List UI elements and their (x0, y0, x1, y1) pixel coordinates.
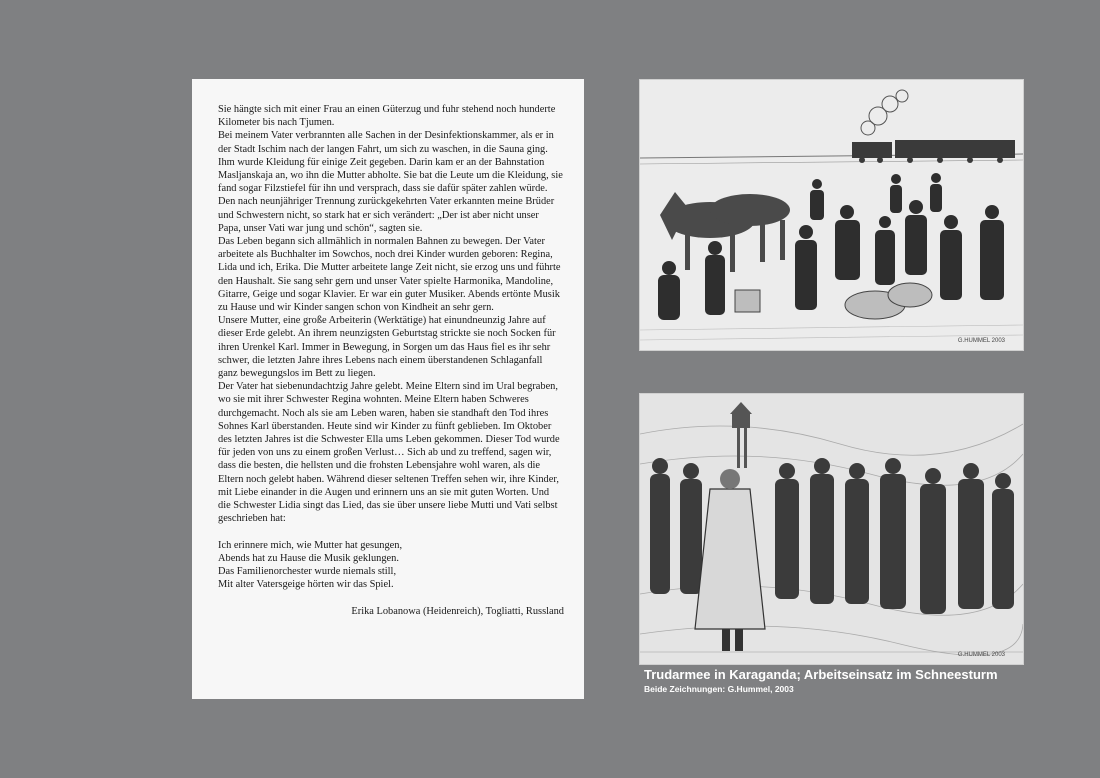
article-text (218, 103, 564, 618)
paragraph: Bei meinem Vater verbrannten alle Sachen in der Desinfektionskammer, als er in der Stadt Ischim nach der langen Fahrt, um sich zu waschen, in die Sauna ging. Ihm wurde Kleidung für einige Zeit gegeben. Darin kam er an der Bahnstation Masljanskaja an, wo ihn die Mutter abholte. Sie bat die Leute um die Kleidung, sie fand sogar Filzstiefel für ihn und versprach, dass sie dafür später zahlen würde. (218, 130, 563, 195)
drawing-signature: G.HUMMEL 2003 (957, 338, 1005, 344)
train-station-sketch (640, 80, 1023, 350)
paragraph: Das Leben begann sich allmählich in normalen Bahnen zu bewegen. Der Vater arbeitete als Buchhalter im Sowchos, noch drei Kinder wurden geboren: Regina, Lida und ich, Erika. Die Mutter arbeitete lange Zeit nicht, sie erzog uns und führte den Haushalt. Sie sang sehr gern und unser Vater spielte Harmonika, Mandoline, Gitarre, Geige und sogar Klavier. Er war ein guter Musiker. Abends ertönte Musik zu Hause und wir Kinder sangen schon von Kindheit an sehr gern. (218, 236, 561, 314)
snowstorm-sketch (640, 394, 1023, 664)
paragraph: Der Vater hat siebenundachtzig Jahre gelebt. Meine Eltern sind im Ural begraben, wo sie mit ihrer Schwester Regina wohnten. Meine Eltern haben Schweres durchgemacht. Noch als sie am Leben waren, haben sie standhaft den Tod ihres Sohnes Karl überstanden. Heute sind wir Kinder zu fünft geblieben. Im Oktober des letzten Jahres ist die Schwester Ella ums Leben gekommen. Dieser Tod wurde für jeden von uns zu einem großen Verlust… Sich ab und zu treffend, sagen wir, dass die besten, die hellsten und die frohsten Lebensjahre wohl waren, als die Eltern noch gelebt haben. Während dieser seltenen Treffen sehen wir, ihre Kinder, mit Liebe einander in die Augen und erinnern uns an sie mit guten Worten. Und die Schwester Lidia singt das Lied, das sie über unsere liebe Mutti und Vati selbst geschrieben hat: (218, 381, 560, 525)
poem-line: Ich erinnere mich, wie Mutter hat gesungen, (218, 539, 403, 551)
poem-line: Das Familienorchester wurde niemals still, (218, 566, 397, 578)
text-page (192, 79, 584, 699)
paragraph: Sie hängte sich mit einer Frau an einen Güterzug und fuhr stehend noch hunderte Kilometer bis nach Tjumen. (218, 104, 556, 129)
poem (218, 539, 564, 592)
caption-credit: Beide Zeichnungen: G.Hummel, 2003 (644, 684, 794, 694)
paragraph: Unsere Mutter, eine große Arbeiterin (Werktätige) hat einundneunzig Jahre auf dieser Erde gelebt. An ihrem neunzigsten Geburtstag strickte sie noch Socken für ihren Urenkel Karl. Immer in Bewegung, in Sorgen um das Haus fiel es ihr sehr schwer, die letzten Jahre ihres Lebens nach einem überstandenen Schlaganfall ganz bewegungslos im Bett zu liegen. (218, 315, 556, 380)
snowstorm-drawing (639, 393, 1024, 665)
poem-line: Mit alter Vatersgeige hörten wir das Spiel. (218, 579, 394, 591)
drawing-signature: G.HUMMEL 2003 (957, 652, 1005, 658)
poem-line: Abends hat zu Hause die Musik geklungen. (218, 552, 399, 564)
author-signature: Erika Lobanowa (Heidenreich), Togliatti, Russland (351, 605, 564, 617)
paragraph: Den nach neunjähriger Trennung zurückgekehrten Vater erkannten meine Brüder und Schwestern nicht, so stark hat er sich verändert: „Der ist aber nicht unser Papa, unser Vati war jung und schön“, sagten sie. (218, 196, 555, 234)
train-station-drawing (639, 79, 1024, 351)
caption-title: Trudarmee in Karaganda; Arbeitseinsatz im Schneesturm (644, 667, 998, 682)
